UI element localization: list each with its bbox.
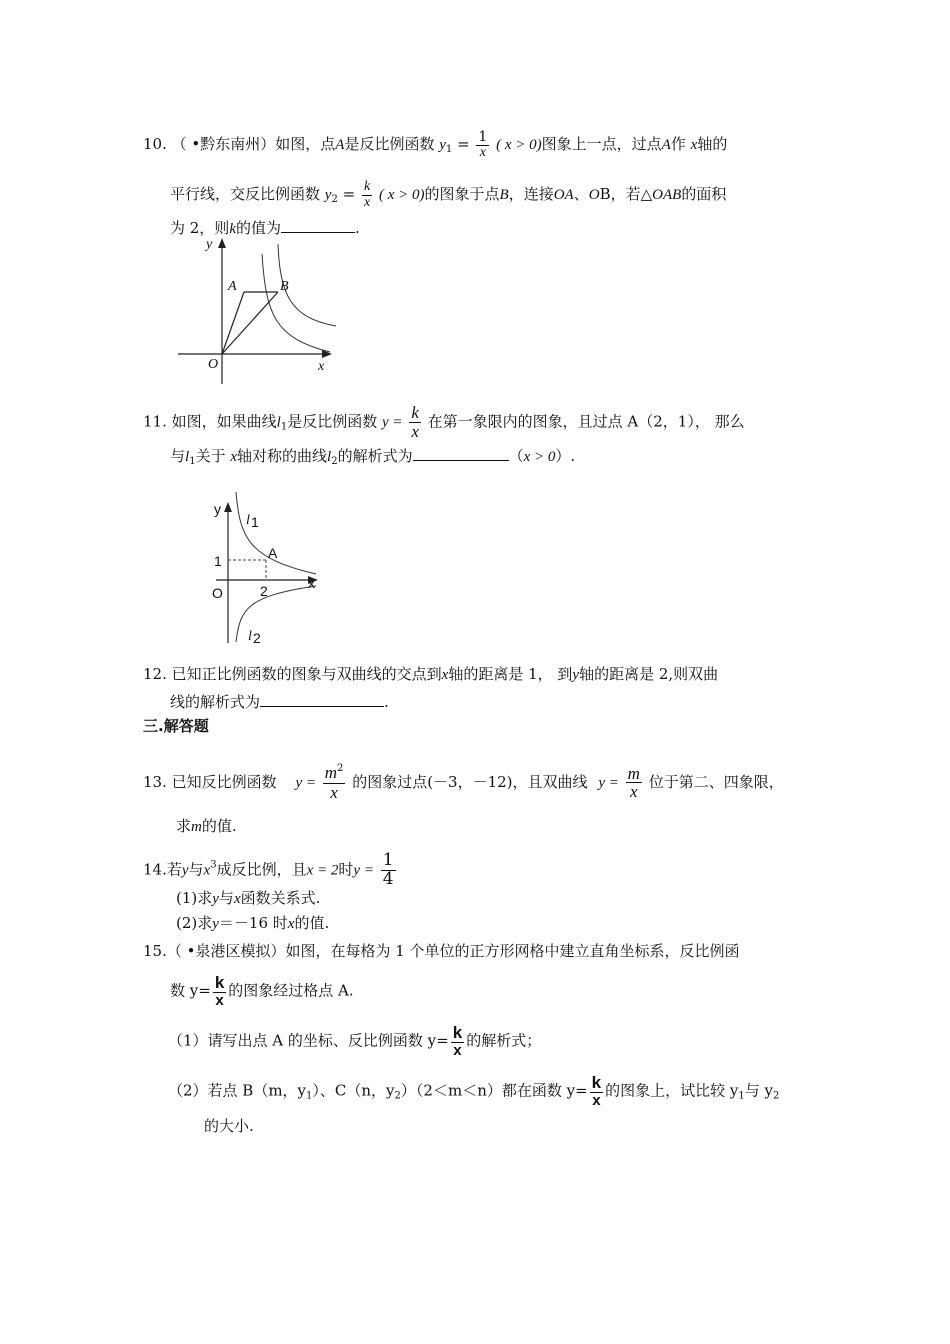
q13-line-1: 13. 已知反比例函数 y = $\frac{m^2}{x}$ 的图象过点(－3，－12)，且双曲线 y = $\frac{m}{x}$ 位于第二、四象限， (143, 763, 784, 802)
q14-part-1: (1)求y与x函数关系式. (176, 889, 321, 907)
q15-part-1: （1）请写出点 A 的坐标、反比例函数 y= $\frac{k}{x}$ 的解析式； (168, 1023, 542, 1059)
q11-figure (196, 488, 336, 648)
q11-number: 11. (143, 412, 167, 431)
q12-line-1: 12. 已知正比例函数的图象与双曲线的交点到x轴的距离是 1， 到y轴的距离是 2,则双曲 (143, 665, 719, 683)
q14-part-2: (2)求y＝－16 时x的值. (176, 914, 330, 932)
q15-number: 15. (143, 942, 167, 960)
fig2-label-y: y (214, 501, 221, 517)
q11-fraction-k-over-x: $\frac{k}{x}$ (411, 403, 419, 441)
q14-line-1: 14.若y与$x^3$成反比例，且x = 2时y = $\frac{1}{4}$ (143, 850, 394, 889)
q15-part1-fraction: $\frac{k}{x}$ (452, 1023, 463, 1059)
fig2-label-l1: l (246, 513, 250, 528)
fig1-label-x: x (318, 359, 325, 374)
q13-line-2: 求m的值. (176, 817, 237, 835)
fig1-label-B: B (280, 279, 289, 294)
q11-line-1: 11. 如图，如果曲线$l_1$是反比例函数 y = $\frac{k}{x}$ 在第一象限内的图象，且过点 A（2，1）， 那么 (143, 403, 745, 441)
q13-number: 13. (143, 772, 167, 791)
fig2-label-l2-sub: 2 (253, 630, 261, 646)
q10-fraction-1-over-x: $\frac{1}{x}$ (478, 129, 488, 160)
q10-line-3: 为 2，则k的值为 . (170, 219, 360, 237)
fig2-label-O: O (212, 585, 223, 601)
q13-fraction-m2-over-x: $\frac{m^2}{x}$ (324, 763, 344, 802)
q10-line-2: 平行线，交反比例函数 $y_2$ = $\frac{k}{x}$ ( x > 0)的图象于点B，连接OA、OB，若△OAB的面积 (170, 179, 727, 210)
q11-answer-blank[interactable] (413, 446, 509, 461)
fig2-label-2: 2 (260, 583, 268, 599)
q14-fraction-1-over-4: $\frac{1}{4}$ (382, 850, 394, 889)
q12-number: 12. (143, 665, 167, 683)
q13-fraction-m-over-x: $\frac{m}{x}$ (627, 763, 640, 802)
q11-line-2: 与$l_1$关于 x轴对称的曲线$l_2$的解析式为 （x > 0）. (170, 447, 576, 467)
q12-line-2: 线的解析式为 . (170, 693, 389, 711)
fig2-label-A: A (268, 545, 278, 561)
q10-line-1: 10. （ •黔东南州）如图，点A是反比例函数 $y_1$ = $\frac{1}{x}$ ( x > 0)图象上一点，过点A作 x轴的 (143, 129, 728, 160)
fig2-label-l2: l (248, 629, 252, 644)
fig2-label-1: 1 (214, 553, 222, 569)
fig2-label-l1-sub: 1 (251, 514, 259, 530)
q14-number: 14.若 (143, 860, 182, 879)
q10-figure (170, 234, 340, 394)
fig2-label-x: x (308, 575, 315, 591)
q10-answer-blank[interactable] (281, 218, 355, 233)
q15-part-2-line-2: 的大小. (204, 1117, 254, 1135)
q15-fraction-k-over-x: $\frac{k}{x}$ (214, 973, 225, 1009)
q10-fraction-k-over-x: $\frac{k}{x}$ (363, 179, 371, 210)
q15-part-2: （2）若点 B（m，$y_1$）、C（n，$y_2)(2<m<n)$都在函数 y= $\frac{k}{x}$ 的图象上，试比较 $y_1$与 $y_2$ (168, 1073, 780, 1109)
fig1-label-O: O (208, 357, 219, 372)
q15-part2-fraction: $\frac{k}{x}$ (591, 1073, 602, 1109)
fig1-label-y: y (206, 237, 213, 252)
section-3-title: 三.解答题 (143, 717, 209, 735)
q15-line-2: 数 y= $\frac{k}{x}$ 的图象经过格点 A. (170, 973, 354, 1009)
q10-number: 10. (143, 135, 167, 154)
q15-line-1: 15.（ •泉港区模拟）如图，在每格为 1 个单位的正方形网格中建立直角坐标系，反比例函 (143, 942, 740, 960)
q12-answer-blank[interactable] (260, 692, 384, 707)
fig1-label-A: A (228, 279, 237, 294)
